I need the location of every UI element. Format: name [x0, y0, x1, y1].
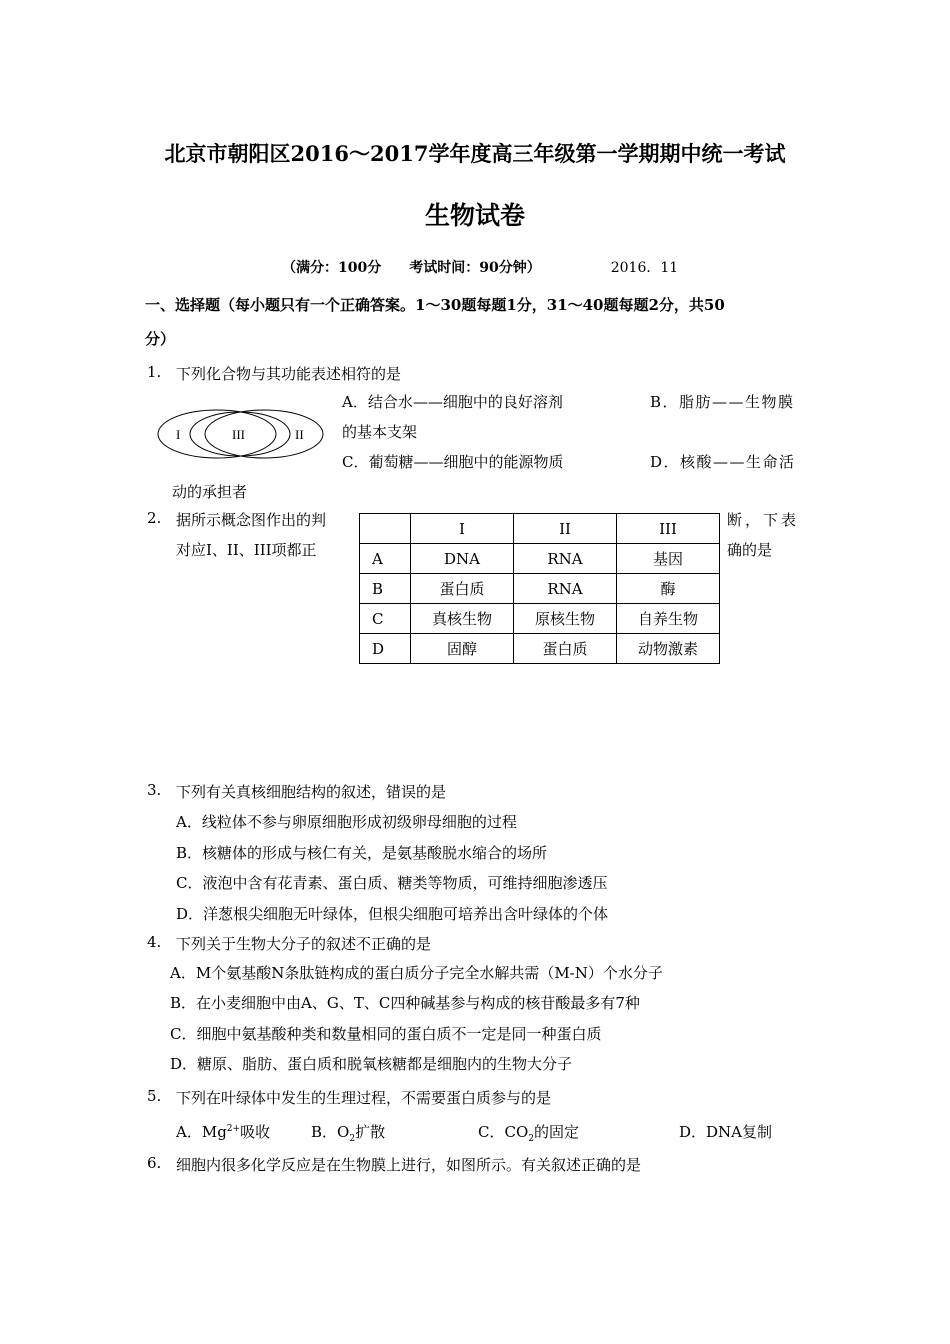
section-heading: 一、选择题（每小题只有一个正确答案。1～30题每题1分，31～40题每题2分，共50 [145, 296, 725, 314]
q5-option-b-sub: 2 [349, 1134, 356, 1144]
q4-option-d: D．糖原、脂肪、蛋白质和脱氧核糖都是细胞内的生物大分子 [170, 1055, 573, 1073]
table-header-cell [360, 514, 411, 544]
table-row [360, 634, 720, 664]
q3-option-d: D．洋葱根尖细胞无叶绿体，但根尖细胞可培养出含叶绿体的个体 [176, 905, 609, 923]
q6-number: 6. [147, 1154, 162, 1172]
table-cell: D [360, 634, 411, 664]
q5-option-a-pre: A．Mg [176, 1123, 227, 1141]
q5-option-b-post: 扩散 [355, 1123, 386, 1141]
table-cell: DNA [411, 544, 514, 574]
table-header-cell: II [514, 514, 617, 544]
q5-option-d: D．DNA复制 [679, 1123, 773, 1141]
q4-option-a: A．M个氨基酸N条肽链构成的蛋白质分子完全水解共需（M-N）个水分子 [170, 964, 663, 982]
q2-number: 2. [147, 509, 162, 527]
q5-option-a-post: 吸收 [240, 1123, 271, 1141]
table-row [360, 544, 720, 574]
table-cell: 酶 [617, 574, 720, 604]
venn-label-3: III [232, 427, 245, 442]
q1-stem: 下列化合物与其功能表述相符的是 [176, 365, 402, 383]
exam-title: 北京市朝阳区2016～2017学年度高三年级第一学期期中统一考试 [164, 141, 786, 166]
table-header-row [360, 514, 720, 544]
exam-subtitle: 生物试卷 [424, 201, 525, 230]
q5-option-c-sub: 2 [528, 1134, 534, 1144]
q1-option-d: D．核酸——生命活 [650, 453, 796, 471]
q2-stem-right-2: 确的是 [727, 541, 773, 559]
q4-option-c: C．细胞中氨基酸种类和数量相同的蛋白质不一定是同一种蛋白质 [170, 1025, 602, 1043]
q5-option-b [311, 1121, 385, 1144]
table-header-cell: I [411, 514, 514, 544]
exam-date: 2016．11 [610, 260, 679, 276]
exam-score-time: （满分：100分 考试时间：90分钟） [282, 260, 541, 276]
q5-option-a-sup: 2+ [226, 1124, 241, 1134]
q6-stem: 细胞内很多化学反应是在生物膜上进行，如图所示。有关叙述正确的是 [176, 1156, 642, 1174]
venn-label-2: II [295, 427, 304, 442]
q5-stem: 下列在叶绿体中发生的生理过程，不需要蛋白质参与的是 [176, 1089, 552, 1107]
q3-number: 3. [147, 781, 162, 799]
table-cell: 原核生物 [514, 604, 617, 634]
q5-option-c-pre: C．CO [478, 1123, 529, 1141]
q2-stem-left-1: 据所示概念图作出的判 [176, 511, 327, 529]
q5-number: 5. [147, 1087, 162, 1105]
q3-stem: 下列有关真核细胞结构的叙述，错误的是 [176, 783, 447, 801]
table-cell: 蛋白质 [514, 634, 617, 664]
q1-option-d-cont: 动的承担者 [172, 483, 248, 501]
q3-option-b: B．核糖体的形成与核仁有关，是氨基酸脱水缩合的场所 [176, 844, 548, 862]
q1-option-c: C．葡萄糖——细胞中的能源物质 [342, 453, 564, 471]
q1-option-a: A．结合水——细胞中的良好溶剂 [342, 393, 563, 411]
table-cell: 基因 [617, 544, 720, 574]
q2-stem-right-1: 断，下表 [727, 511, 800, 529]
q4-option-b: B．在小麦细胞中由A、G、T、C四种碱基参与构成的核苷酸最多有7种 [170, 994, 640, 1012]
q4-stem: 下列关于生物大分子的叙述不正确的是 [176, 935, 432, 953]
table-cell: 固醇 [411, 634, 514, 664]
q3-option-a: A．线粒体不参与卵原细胞形成初级卵母细胞的过程 [176, 813, 517, 831]
q1-option-b-cont: 的基本支架 [342, 423, 418, 441]
venn-label-1: I [176, 427, 181, 442]
table-cell: 蛋白质 [411, 574, 514, 604]
q3-option-c: C．液泡中含有花青素、蛋白质、糖类等物质，可维持细胞渗透压 [176, 874, 608, 892]
q5-option-c [478, 1121, 579, 1144]
section-heading-cont: 分） [145, 330, 176, 348]
table-cell: RNA [514, 544, 617, 574]
table-row [360, 604, 720, 634]
venn-diagram [152, 402, 332, 466]
table-cell: C [360, 604, 411, 634]
q2-stem-left-2: 对应I、II、III项都正 [176, 541, 317, 559]
q4-number: 4. [147, 933, 162, 951]
q5-option-b-pre: B．O [311, 1123, 350, 1141]
q1-option-b: B．脂肪——生物膜 [650, 393, 795, 411]
table-cell: 自养生物 [617, 604, 720, 634]
table-cell: B [360, 574, 411, 604]
table-cell: 真核生物 [411, 604, 514, 634]
table-cell: RNA [514, 574, 617, 604]
table-cell: A [360, 544, 411, 574]
exam-info [282, 257, 678, 277]
q5-option-c-post: 的固定 [534, 1123, 580, 1141]
q5-option-a [176, 1121, 270, 1142]
q1-number: 1. [147, 363, 162, 381]
table-row [360, 574, 720, 604]
venn-ellipse-2 [205, 410, 323, 458]
table-header-cell: III [617, 514, 720, 544]
concept-table [359, 513, 720, 664]
table-cell: 动物激素 [617, 634, 720, 664]
